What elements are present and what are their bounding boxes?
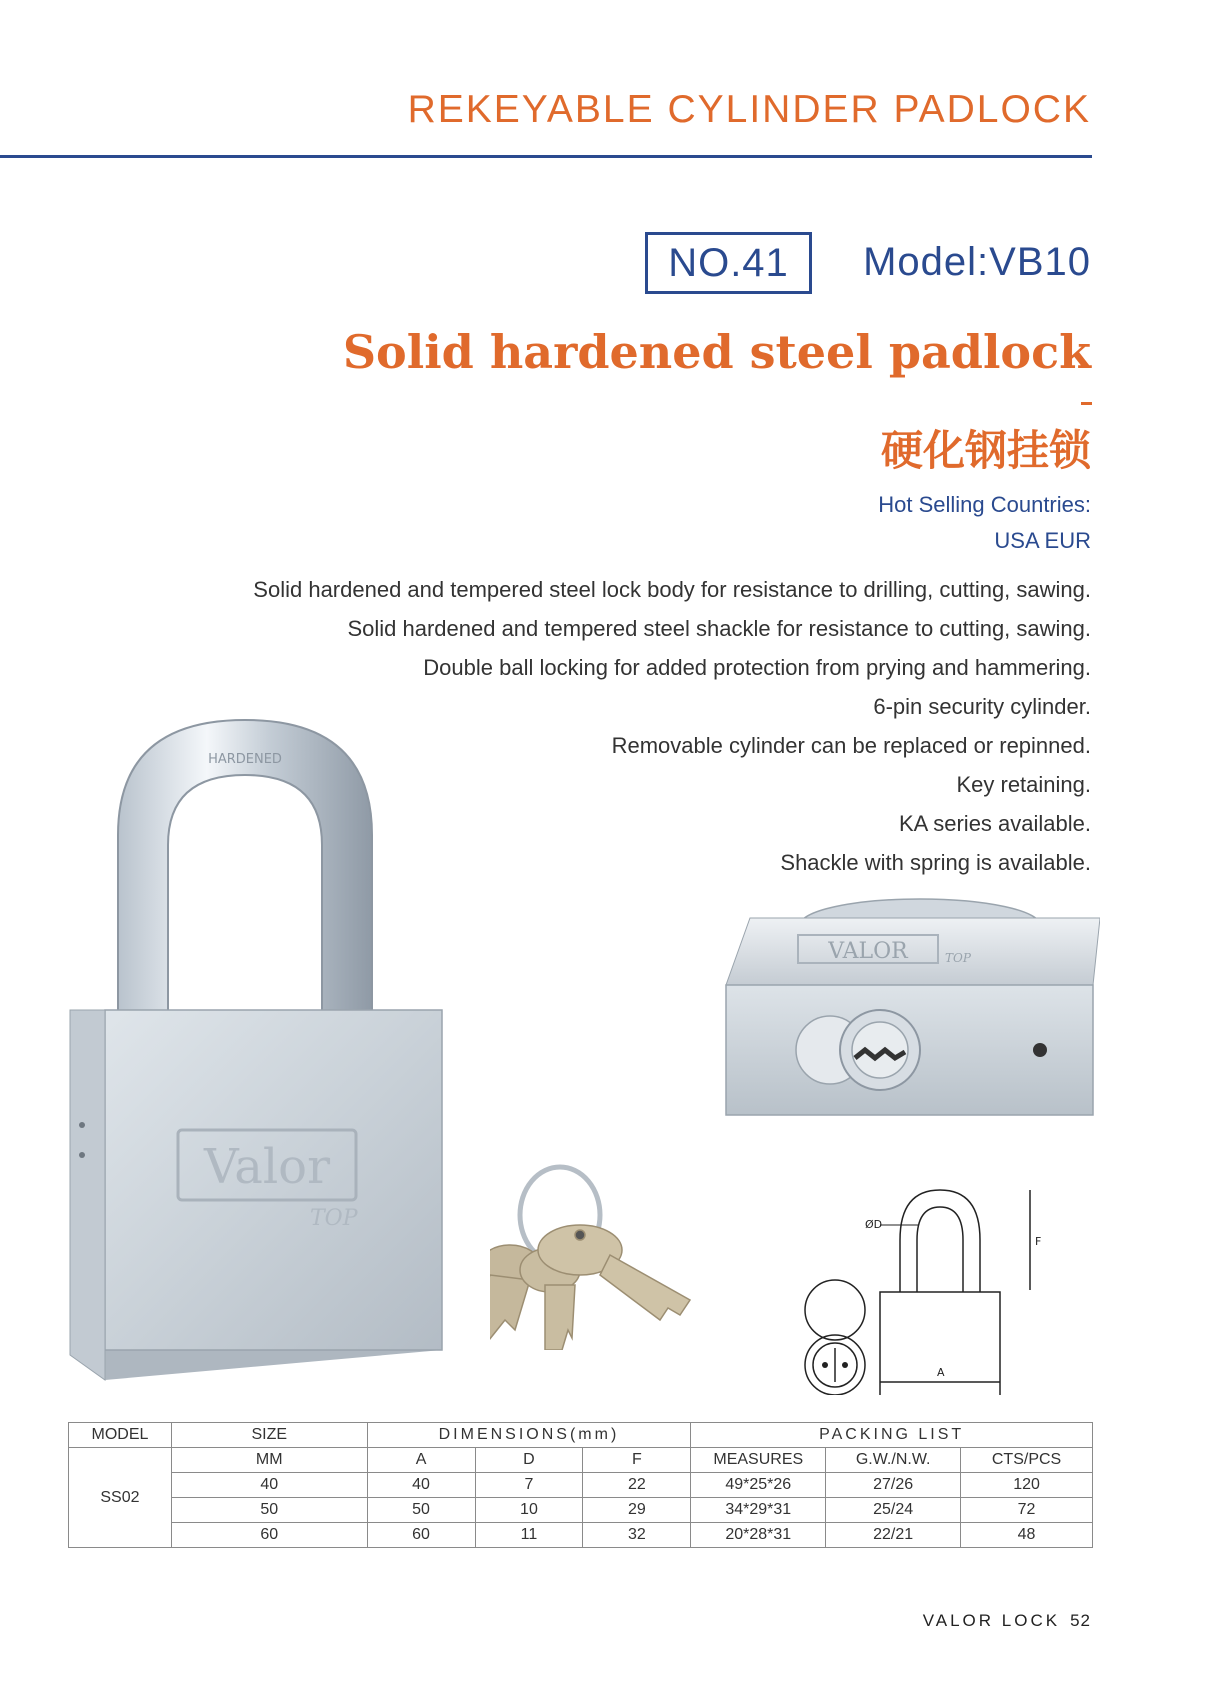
dimension-drawing <box>785 1150 1105 1395</box>
top-view-sub-emboss: TOP <box>945 951 971 965</box>
subheader-cell: G.W./N.W. <box>826 1448 961 1473</box>
subheader-cell: D <box>475 1448 583 1473</box>
product-model: Model:VB10 <box>863 240 1091 284</box>
model-cell: SS02 <box>69 1448 172 1548</box>
page-footer <box>923 1611 1091 1631</box>
table-header-row <box>69 1423 1093 1448</box>
table-cell: 32 <box>583 1523 691 1548</box>
shackle-engraving: HARDENED <box>208 752 282 767</box>
header-size: SIZE <box>171 1423 367 1448</box>
padlock-bottom-view-photo <box>720 890 1100 1135</box>
subheader-cell: MM <box>171 1448 367 1473</box>
table-cell: 60 <box>171 1523 367 1548</box>
table-cell: 40 <box>171 1473 367 1498</box>
table-row <box>69 1498 1093 1523</box>
header-model: MODEL <box>69 1423 172 1448</box>
table-cell: 27/26 <box>826 1473 961 1498</box>
table-cell: 29 <box>583 1498 691 1523</box>
table-row <box>69 1523 1093 1548</box>
feature-item: Key retaining. <box>956 772 1091 797</box>
page-header-title: REKEYABLE CYLINDER PADLOCK <box>407 88 1091 131</box>
spec-table <box>68 1422 1093 1548</box>
table-subheader-row <box>69 1448 1093 1473</box>
header-dimensions: DIMENSIONS(mm) <box>367 1423 691 1448</box>
table-cell: 120 <box>961 1473 1093 1498</box>
table-cell: 25/24 <box>826 1498 961 1523</box>
product-number-badge: NO.41 <box>645 232 812 294</box>
feature-item: Shackle with spring is available. <box>780 850 1091 875</box>
subheader-cell: F <box>583 1448 691 1473</box>
table-cell: 49*25*26 <box>691 1473 826 1498</box>
keys-photo <box>490 1160 760 1350</box>
footer-brand: VALOR LOCK <box>922 1611 1061 1630</box>
subheader-cell: A <box>367 1448 475 1473</box>
table-cell: 10 <box>475 1498 583 1523</box>
padlock-sub-emboss: TOP <box>310 1206 358 1231</box>
table-cell: 72 <box>961 1498 1093 1523</box>
hot-selling-value: USA EUR <box>994 528 1091 553</box>
table-cell: 40 <box>367 1473 475 1498</box>
feature-item: Solid hardened and tempered steel lock body for resistance to drilling, cutting, sawing. <box>253 577 1091 602</box>
padlock-front-photo <box>60 715 496 1385</box>
table-cell: 48 <box>961 1523 1093 1548</box>
table-cell: 22 <box>583 1473 691 1498</box>
table-cell: 22/21 <box>826 1523 961 1548</box>
feature-item: 6-pin security cylinder. <box>873 694 1091 719</box>
header-divider <box>0 155 1092 158</box>
feature-item: Removable cylinder can be replaced or repinned. <box>611 733 1091 758</box>
header-packing-list: PACKING LIST <box>691 1423 1093 1448</box>
title-dash <box>1081 402 1092 405</box>
top-view-brand-emboss: VALOR <box>828 939 908 964</box>
drawing-label-d: ØD <box>865 1218 883 1231</box>
table-cell: 50 <box>367 1498 475 1523</box>
subheader-cell: CTS/PCS <box>961 1448 1093 1473</box>
table-row <box>69 1473 1093 1498</box>
feature-item: Double ball locking for added protection from prying and hammering. <box>423 655 1091 680</box>
product-title-cn: 硬化钢挂锁 <box>880 426 1091 475</box>
table-cell: 7 <box>475 1473 583 1498</box>
drawing-label-f: F <box>1035 1235 1042 1248</box>
feature-item: KA series available. <box>899 811 1091 836</box>
product-title-en: Solid hardened steel padlock <box>342 325 1091 379</box>
hot-selling-label: Hot Selling Countries: <box>878 492 1091 517</box>
table-cell: 11 <box>475 1523 583 1548</box>
padlock-brand-emboss: Valor <box>203 1139 331 1195</box>
subheader-cell: MEASURES <box>691 1448 826 1473</box>
table-cell: 34*29*31 <box>691 1498 826 1523</box>
page-number: 52 <box>1070 1611 1091 1630</box>
table-cell: 60 <box>367 1523 475 1548</box>
table-cell: 20*28*31 <box>691 1523 826 1548</box>
table-cell: 50 <box>171 1498 367 1523</box>
feature-item: Solid hardened and tempered steel shackle for resistance to cutting, sawing. <box>347 616 1091 641</box>
drawing-label-a: A <box>937 1366 945 1379</box>
